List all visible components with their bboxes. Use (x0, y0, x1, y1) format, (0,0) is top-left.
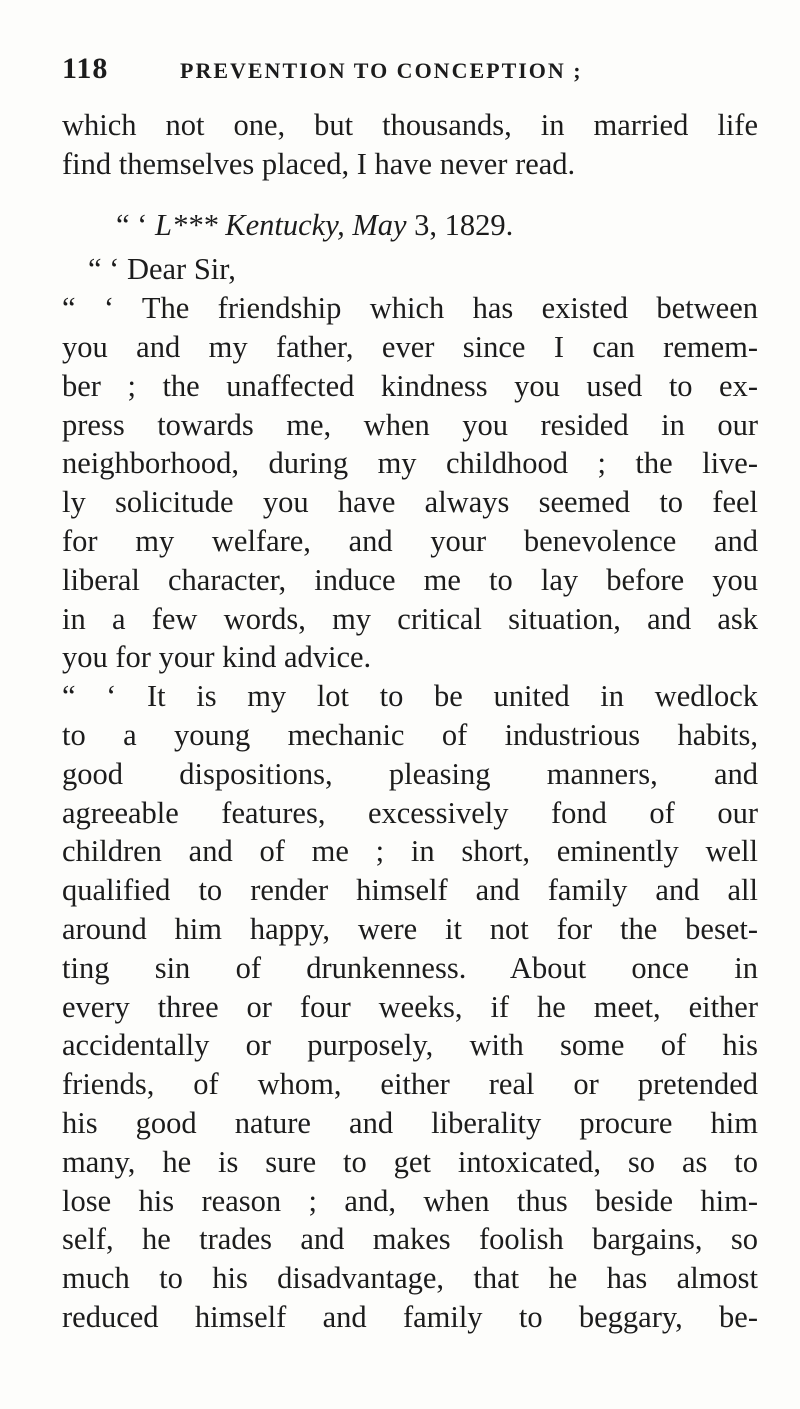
text-line: good dispositions, pleasing manners, and (62, 756, 758, 791)
text-line: around him happy, were it not for the beset- (62, 911, 758, 946)
dateline-place: L*** Kentucky, May (154, 207, 407, 242)
text-line: to a young mechanic of industrious habits, (62, 717, 758, 752)
dateline-quote: “ ‘ (116, 207, 148, 242)
text-line: “ ‘ It is my lot to be united in wedlock (62, 679, 758, 714)
letter-dateline (62, 206, 758, 245)
text-line: children and of me ; in short, eminently well (62, 834, 758, 869)
text-line: much to his disadvantage, that he has almost (62, 1261, 758, 1296)
page-number: 118 (62, 52, 109, 85)
text-line: every three or four weeks, if he meet, either (62, 989, 758, 1024)
dateline-date: 3, 1829. (406, 207, 514, 242)
text-line: friends, of whom, either real or pretended (62, 1067, 758, 1102)
text-line: reduced himself and family to beggary, be- (62, 1299, 758, 1334)
text-line: self, he trades and makes foolish bargains, so (62, 1222, 758, 1257)
text-line: qualified to render himself and family and all (62, 873, 758, 908)
page-header (62, 52, 762, 92)
text-line: his good nature and liberality procure him (62, 1105, 758, 1140)
text-line: in a few words, my critical situation, and ask (62, 601, 758, 636)
text-line: for my welfare, and your benevolence and (62, 523, 758, 558)
text-line: “ ‘ The friendship which has existed between (62, 291, 758, 326)
text-line: ly solicitude you have always seemed to feel (62, 485, 758, 520)
text-line: you and my father, ever since I can remem- (62, 329, 758, 364)
text-line: many, he is sure to get intoxicated, so as to (62, 1144, 758, 1179)
text-line: press towards me, when you resided in our (62, 407, 758, 442)
text-line: which not one, but thousands, in married life (62, 108, 758, 142)
text-line: ting sin of drunkenness. About once in (62, 950, 758, 985)
text-line: liberal character, induce me to lay before you (62, 562, 758, 597)
text-line: agreeable features, excessively fond of our (62, 795, 758, 830)
text-line: accidentally or purposely, with some of his (62, 1028, 758, 1063)
letter-salutation: “ ‘ Dear Sir, (88, 252, 236, 287)
running-head: PREVENTION TO CONCEPTION ; (180, 58, 583, 83)
text-line: lose his reason ; and, when thus beside him- (62, 1183, 758, 1218)
text-line: ber ; the unaffected kindness you used to ex- (62, 368, 758, 403)
text-line: find themselves placed, I have never read. (62, 146, 576, 181)
text-line: neighborhood, during my childhood ; the live- (62, 446, 758, 481)
text-line: you for your kind advice. (62, 640, 372, 675)
body-text (62, 106, 758, 1337)
